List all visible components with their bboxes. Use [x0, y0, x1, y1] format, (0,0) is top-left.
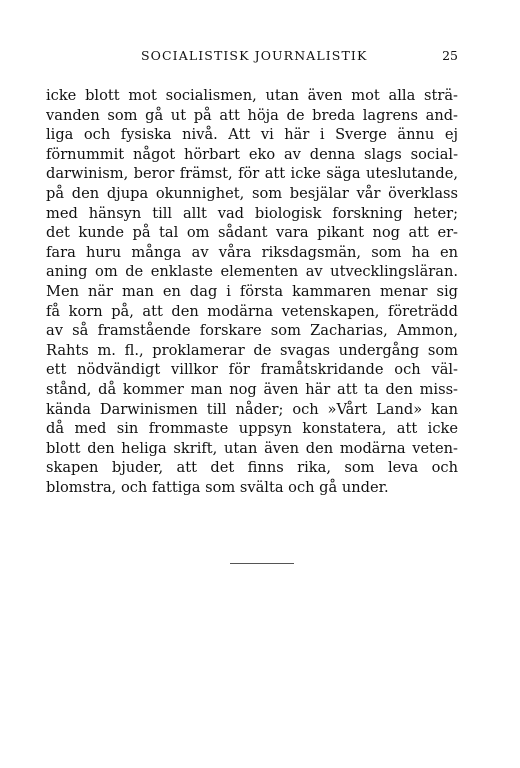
text-line: av så framstående forskare som Zacharias, Ammon,	[46, 322, 458, 340]
text-line: darwinism, beror främst, för att icke säga uteslutande,	[46, 165, 458, 183]
text-line: på den djupa okunnighet, som besjälar vår överklass	[46, 184, 458, 202]
text-line: med hänsyn till allt vad biologisk forskning heter;	[46, 204, 458, 222]
section-divider	[230, 563, 294, 564]
text-line: vanden som gå ut på att höja de breda lagrens and-	[46, 106, 458, 124]
text-line: det kunde på tal om sådant vara pikant nog att er-	[46, 224, 458, 242]
text-line: blomstra, och fattiga som svälta och gå under.	[46, 478, 389, 496]
text-line: blott den heliga skrift, utan även den modärna veten-	[46, 439, 458, 457]
text-line: Men när man en dag i första kammaren menar sig	[46, 282, 458, 300]
running-head	[46, 48, 458, 70]
text-line: stånd, då kommer man nog även här att ta den miss-	[46, 380, 458, 398]
text-line: fara huru många av våra riksdagsmän, som ha en	[46, 243, 458, 261]
text-line: kända Darwinismen till nåder; och »Vårt Land» kan	[46, 400, 458, 418]
text-line: skapen bjuder, att det finns rika, som leva och	[46, 459, 458, 477]
text-line: aning om de enklaste elementen av utvecklingsläran.	[46, 263, 458, 281]
text-line: få korn på, att den modärna vetenskapen, företrädd	[46, 302, 458, 320]
running-title: SOCIALISTISK JOURNALISTIK	[141, 48, 368, 63]
text-line: förnummit något hörbart eko av denna slags social-	[46, 145, 458, 163]
text-line: Rahts m. fl., proklamerar de svagas undergång som	[46, 341, 458, 359]
text-line: icke blott mot socialismen, utan även mot alla strä-	[46, 87, 458, 104]
body-text	[46, 86, 458, 497]
text-line: liga och fysiska nivå. Att vi här i Sverge ännu ej	[46, 126, 458, 144]
page-number: 25	[442, 48, 458, 63]
text-line: ett nödvändigt villkor för framåtskridande och väl-	[46, 361, 458, 379]
text-line: då med sin frommaste uppsyn konstatera, att icke	[46, 420, 458, 438]
